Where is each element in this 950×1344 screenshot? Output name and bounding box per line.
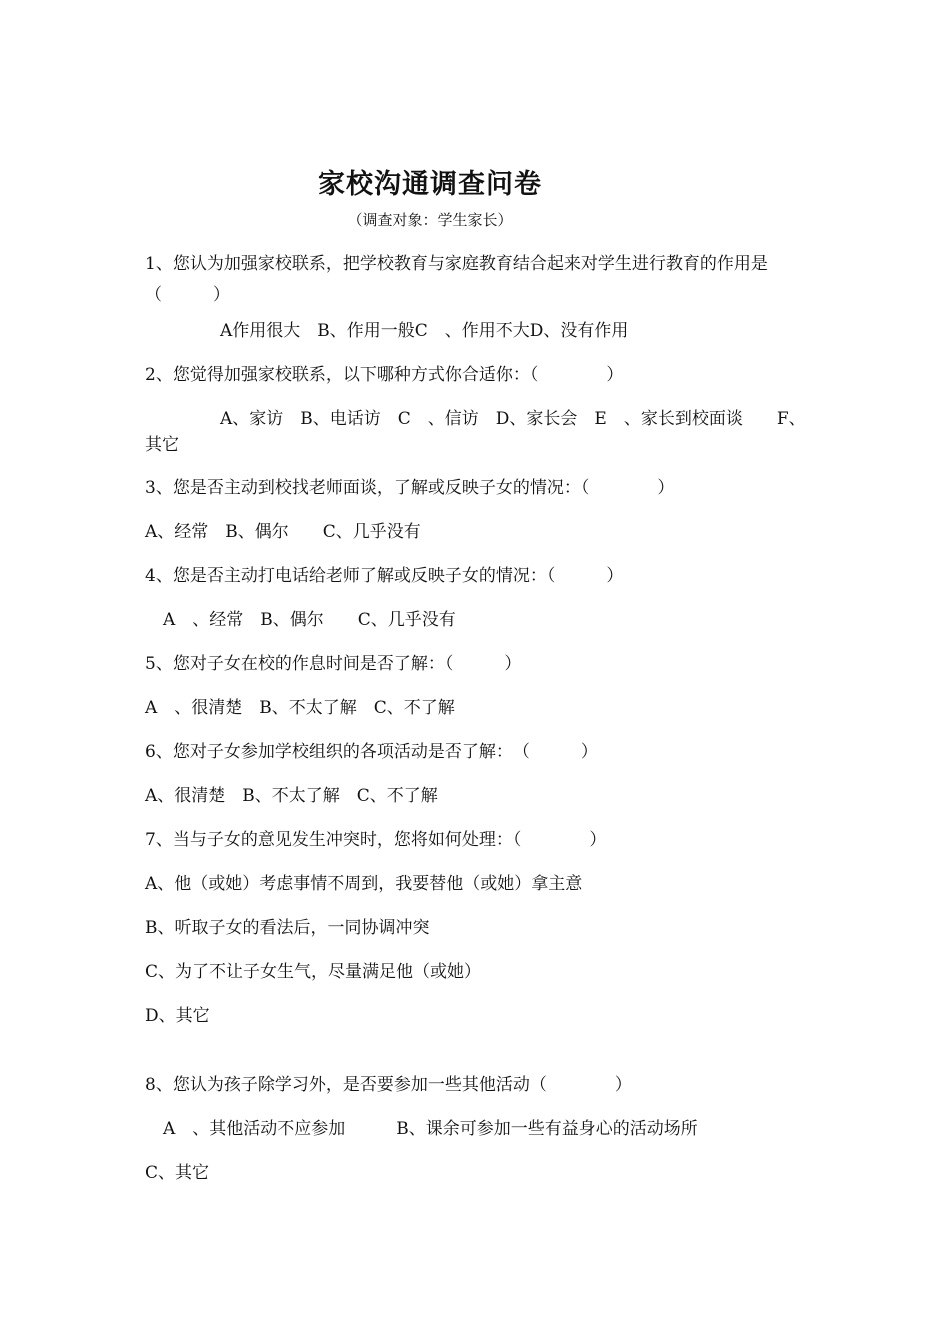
- question-5-options: A 、很清楚 B、不太了解 C、不了解: [145, 698, 455, 718]
- question-8-options-cont: C、其它: [145, 1163, 210, 1183]
- question-2-text: 2、您觉得加强家校联系，以下哪种方式你合适你：（ ）: [145, 365, 624, 385]
- question-7-option-d: D、其它: [145, 1006, 210, 1026]
- question-8-text: 8、您认为孩子除学习外，是否要参加一些其他活动（ ）: [145, 1075, 632, 1095]
- question-7-option-c: C、为了不让子女生气，尽量满足他（或她）: [145, 962, 482, 982]
- page-subtitle: （调查对象：学生家长）: [347, 211, 513, 229]
- page-title: 家校沟通调查问卷: [318, 169, 542, 200]
- question-1-text: 1、您认为加强家校联系，把学校教育与家庭教育结合起来对学生进行教育的作用是（ ）: [145, 254, 768, 305]
- question-2-options-cont: 其它: [145, 435, 179, 455]
- question-7-text: 7、当与子女的意见发生冲突时，您将如何处理：（ ）: [145, 830, 607, 850]
- question-7-option-a: A、他（或她）考虑事情不周到，我要替他（或她）拿主意: [145, 874, 583, 894]
- question-1-options: A作用很大 B、作用一般C 、作用不大D、没有作用: [220, 321, 629, 341]
- question-5-text: 5、您对子女在校的作息时间是否了解：（ ）: [145, 654, 522, 674]
- question-6-options: A、很清楚 B、不太了解 C、不了解: [145, 786, 438, 806]
- question-2-options: A、家访 B、电话访 C 、信访 D、家长会 E 、家长到校面谈 F、: [220, 409, 806, 429]
- question-6-text: 6、您对子女参加学校组织的各项活动是否了解： （ ）: [145, 742, 598, 762]
- question-4-options: A 、经常 B、偶尔 C、几乎没有: [163, 610, 456, 630]
- question-8-options: A 、其他活动不应参加 B、课余可参加一些有益身心的活动场所: [163, 1119, 698, 1139]
- question-7-option-b: B、听取子女的看法后，一同协调冲突: [145, 918, 430, 938]
- question-3-text: 3、您是否主动到校找老师面谈，了解或反映子女的情况：（ ）: [145, 478, 675, 498]
- question-4-text: 4、您是否主动打电话给老师了解或反映子女的情况：（ ）: [145, 566, 624, 586]
- question-3-options: A、经常 B、偶尔 C、几乎没有: [145, 522, 421, 542]
